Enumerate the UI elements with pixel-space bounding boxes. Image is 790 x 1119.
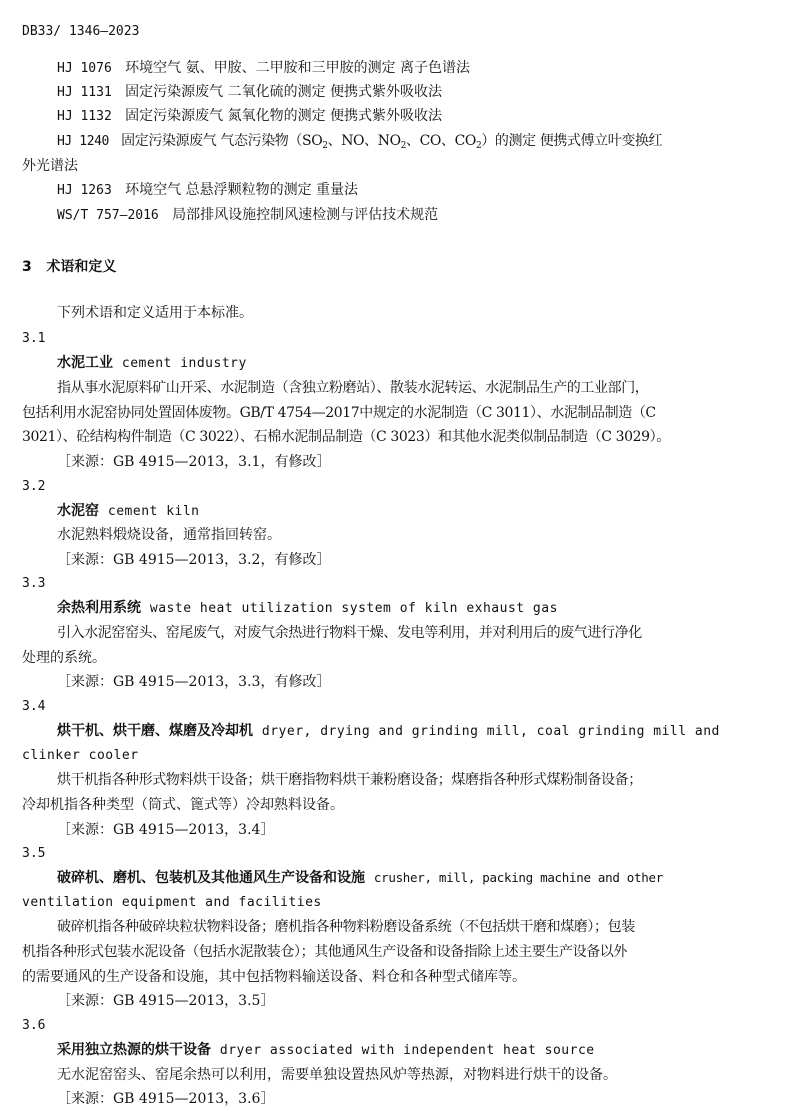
term-source: ［来源：GB 4915—2013，3.1，有修改］ xyxy=(57,454,331,470)
term-source: ［来源：GB 4915—2013，3.6］ xyxy=(57,1091,275,1107)
term-number: 3.2 xyxy=(22,479,46,494)
term-en-continued: ventilation equipment and facilities xyxy=(22,895,322,910)
reference-title-part: 固定污染源废气 气态污染物（SO xyxy=(121,133,323,149)
term-body-line: 3021）、砼结构构件制造（C 3022）、石棉水泥制品制造（C 3023）和其他水泥类似制品制造（C 3029）。 xyxy=(22,429,670,445)
reference-title: 环境空气 总悬浮颗粒物的测定 重量法 xyxy=(125,182,359,198)
subscript: 2 xyxy=(322,141,328,151)
reference-item xyxy=(57,58,470,79)
term-body-line: 引入水泥窑窑头、窑尾废气，对废气余热进行物料干燥、发电等利用，并对利用后的废气进行净化 xyxy=(57,625,642,641)
term-body-line: 指从事水泥原料矿山开采、水泥制造（含独立粉磨站）、散装水泥转运、水泥制品生产的工业部门， xyxy=(57,380,649,396)
term-number: 3.6 xyxy=(22,1018,46,1033)
term-heading xyxy=(57,721,720,742)
term-en: crusher, mill, packing machine and other xyxy=(373,870,663,885)
term-heading xyxy=(57,501,200,522)
reference-item xyxy=(57,82,442,103)
term-heading xyxy=(57,598,558,619)
term-zh: 烘干机、烘干磨、煤磨及冷却机 xyxy=(57,723,253,739)
reference-code: HJ 1132 xyxy=(57,109,112,124)
term-body-line: 水泥熟料煅烧设备，通常指回转窑。 xyxy=(57,527,281,543)
term-number: 3.5 xyxy=(22,846,46,861)
reference-item xyxy=(57,180,358,201)
term-heading xyxy=(57,868,663,888)
reference-item xyxy=(57,131,662,156)
term-number: 3.4 xyxy=(22,699,46,714)
term-source: ［来源：GB 4915—2013，3.2，有修改］ xyxy=(57,552,331,568)
subscript: 2 xyxy=(400,141,406,151)
reference-code: HJ 1240 xyxy=(57,134,109,149)
term-body-line: 机指各种形式包装水泥设备（包括水泥散装仓）；其他通风生产设备和设备指除上述主要生产设备以外 xyxy=(22,944,627,960)
section-title: 术语和定义 xyxy=(46,259,117,275)
section-intro: 下列术语和定义适用于本标准。 xyxy=(57,305,253,321)
term-en: dryer associated with independent heat source xyxy=(219,1043,595,1058)
term-zh: 采用独立热源的烘干设备 xyxy=(57,1042,211,1058)
reference-code: HJ 1263 xyxy=(57,183,112,198)
document-id: DB33/ 1346—2023 xyxy=(22,24,140,39)
reference-title: 局部排风设施控制风速检测与评估技术规范 xyxy=(172,207,439,223)
reference-title: 固定污染源废气 氮氧化物的测定 便携式紫外吸收法 xyxy=(125,108,443,124)
section-heading xyxy=(22,257,116,277)
term-en: cement kiln xyxy=(107,504,200,519)
term-number: 3.3 xyxy=(22,576,46,591)
term-body-line: 冷却机指各种类型（筒式、篦式等）冷却熟料设备。 xyxy=(22,797,344,813)
term-body-line: 包括利用水泥窑协同处置固体废物。GB/T 4754—2017中规定的水泥制造（C 3011）、水泥制品制造（C xyxy=(22,405,656,421)
term-zh: 破碎机、磨机、包装机及其他通风生产设备和设施 xyxy=(57,870,365,886)
reference-item xyxy=(57,205,438,226)
term-zh: 余热利用系统 xyxy=(57,600,141,616)
reference-title: 固定污染源废气 二氧化硫的测定 便携式紫外吸收法 xyxy=(125,84,443,100)
reference-title-part: 、CO、CO xyxy=(406,133,476,149)
reference-item xyxy=(57,106,442,127)
term-en: dryer, drying and grinding mill, coal grinding mill and xyxy=(261,724,720,739)
section-number: 3 xyxy=(22,259,32,275)
term-body-line: 无水泥窑窑头、窑尾余热可以利用，需要单独设置热风炉等热源，对物料进行烘干的设备。 xyxy=(57,1067,617,1083)
term-body-line: 烘干机指各种形式物料烘干设备；烘干磨指物料烘干兼粉磨设备；煤磨指各种形式煤粉制备设备； xyxy=(57,772,642,788)
term-zh: 水泥工业 xyxy=(57,355,113,371)
term-source: ［来源：GB 4915—2013，3.5］ xyxy=(57,993,275,1009)
term-body-line: 破碎机指各种破碎块粒状物料设备；磨机指各种物料粉磨设备系统（不包括烘干磨和煤磨）；包装 xyxy=(57,919,635,935)
reference-code: HJ 1131 xyxy=(57,85,112,100)
term-body-line: 的需要通风的生产设备和设施，其中包括物料输送设备、料仓和各种型式储库等。 xyxy=(22,969,526,985)
reference-title: 环境空气 氨、甲胺、二甲胺和三甲胺的测定 离子色谱法 xyxy=(125,60,471,76)
term-body-line: 处理的系统。 xyxy=(22,650,106,666)
subscript: 2 xyxy=(475,141,482,151)
reference-code: WS/T 757—2016 xyxy=(57,208,159,223)
term-source: ［来源：GB 4915—2013，3.3，有修改］ xyxy=(57,674,331,690)
term-en: waste heat utilization system of kiln exhaust gas xyxy=(149,601,558,616)
reference-title-continued: 外光谱法 xyxy=(22,158,78,174)
term-heading xyxy=(57,1040,595,1061)
term-zh: 水泥窑 xyxy=(57,503,99,519)
term-en-continued: clinker cooler xyxy=(22,748,139,763)
reference-title-part: ）的测定 便携式傅立叶变换红 xyxy=(481,133,663,149)
term-number: 3.1 xyxy=(22,331,46,346)
term-heading xyxy=(57,353,247,374)
term-en: cement industry xyxy=(121,356,247,371)
reference-code: HJ 1076 xyxy=(57,61,112,76)
term-source: ［来源：GB 4915—2013，3.4］ xyxy=(57,822,275,838)
reference-title-part: 、NO、NO xyxy=(327,133,401,149)
